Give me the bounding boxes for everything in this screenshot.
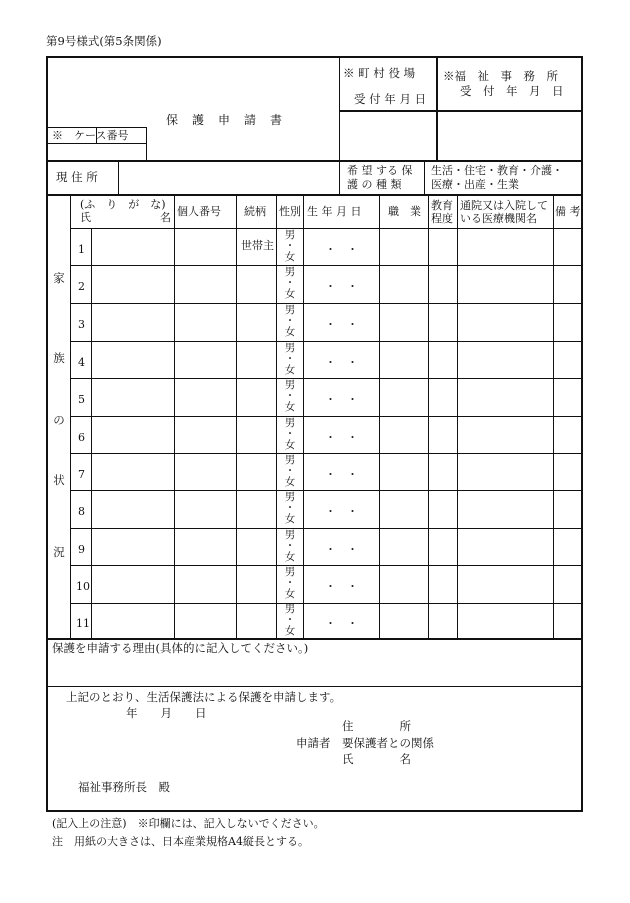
table-row[interactable] — [71, 566, 582, 603]
applicant-name-label: 氏 名 — [342, 752, 411, 766]
protection-types[interactable] — [431, 164, 563, 192]
family-label-char: 況 — [53, 545, 65, 559]
note-2: 注 用紙の大きさは、日本産業規格A4縦長とする。 — [52, 835, 309, 848]
table-row[interactable] — [71, 604, 582, 638]
applicant-relation-label: 要保護者との関係 — [342, 736, 434, 750]
header-relationship: 続柄 — [244, 205, 266, 218]
addressee: 福祉事務所長 殿 — [78, 780, 170, 794]
family-label-char: 状 — [53, 473, 65, 487]
case-number-label: ※ ケース番号 — [52, 129, 129, 142]
row-number: 6 — [78, 431, 85, 444]
row-birthdate: ・ ・ — [325, 393, 358, 406]
header-furigana: (ふ り が な) — [80, 198, 166, 211]
form-title: 保 護 申 請 書 — [166, 113, 284, 127]
row-number: 1 — [78, 243, 85, 256]
row-relationship: 世帯主 — [241, 239, 274, 252]
row-sex: 男 ・ 女 — [284, 379, 296, 413]
row-number: 2 — [78, 280, 85, 293]
case-number-field[interactable] — [96, 128, 146, 143]
row-birthdate: ・ ・ — [325, 318, 358, 331]
protection-types-line-2: 医療・出産・生業 — [431, 178, 519, 191]
header-birthdate: 生 年 月 日 — [307, 205, 362, 218]
town-office-label: ※ 町 村 役 場 — [343, 66, 416, 80]
protection-types-line-1: 生活・住宅・教育・介護・ — [431, 164, 563, 177]
row-number: 4 — [78, 356, 85, 369]
applicant-address-label: 住 所 — [342, 719, 411, 733]
note-1: (記入上の注意) ※印欄には、記入しないでください。 — [52, 817, 325, 830]
header-hospital-1: 通院又は入院して — [460, 199, 548, 212]
row-birthdate: ・ ・ — [325, 580, 358, 593]
table-row[interactable] — [71, 417, 582, 453]
family-label-char: 家 — [53, 271, 65, 285]
row-sex: 男 ・ 女 — [284, 304, 296, 338]
table-row[interactable] — [71, 454, 582, 490]
header-personal-number: 個人番号 — [177, 205, 221, 218]
row-number: 5 — [78, 393, 85, 406]
header-remarks: 備 考 — [555, 205, 581, 218]
header-education — [431, 199, 453, 225]
desired-protection-label — [347, 164, 413, 192]
table-row[interactable] — [71, 304, 582, 341]
welfare-office-received: 受 付 年 月 日 — [460, 84, 564, 98]
row-number: 8 — [78, 505, 85, 518]
row-birthdate: ・ ・ — [325, 243, 358, 256]
family-status-label — [51, 270, 67, 560]
table-row[interactable] — [71, 529, 582, 565]
row-birthdate: ・ ・ — [325, 505, 358, 518]
row-number: 10 — [76, 580, 90, 593]
row-number: 11 — [76, 617, 90, 630]
header-name-right: 名 — [160, 211, 171, 224]
header-education-2: 程度 — [431, 212, 453, 225]
row-birthdate: ・ ・ — [325, 356, 358, 369]
table-row[interactable] — [71, 229, 582, 265]
row-sex: 男 ・ 女 — [284, 454, 296, 488]
welfare-office-label: ※福 祉 事 務 所 — [443, 69, 558, 83]
row-number: 7 — [78, 468, 85, 481]
application-date[interactable]: 年 月 日 — [126, 706, 207, 720]
row-sex: 男 ・ 女 — [284, 342, 296, 376]
table-row[interactable] — [71, 342, 582, 378]
header-hospital — [460, 199, 548, 225]
row-birthdate: ・ ・ — [325, 617, 358, 630]
row-sex: 男 ・ 女 — [284, 491, 296, 525]
desired-protection-label-2: 護 の 種 類 — [347, 178, 402, 191]
header-sex: 性別 — [279, 205, 301, 218]
family-label-char: の — [53, 413, 65, 427]
family-label-char: 族 — [53, 351, 65, 365]
header-name-left: 氏 — [80, 211, 91, 224]
table-row[interactable] — [71, 379, 582, 416]
row-birthdate: ・ ・ — [325, 280, 358, 293]
town-office-received: 受 付 年 月 日 — [354, 92, 427, 106]
table-row[interactable] — [71, 491, 582, 528]
row-number: 3 — [78, 318, 85, 331]
row-sex: 男 ・ 女 — [284, 529, 296, 563]
table-row[interactable] — [71, 266, 582, 303]
form-number: 第9号様式(第5条関係) — [46, 34, 162, 48]
row-sex: 男 ・ 女 — [284, 566, 296, 600]
row-birthdate: ・ ・ — [325, 468, 358, 481]
reason-label: 保護を申請する理由(具体的に記入してください。) — [52, 641, 309, 655]
row-sex: 男 ・ 女 — [284, 603, 296, 637]
address-label: 現 住 所 — [56, 170, 98, 184]
header-occupation: 職 業 — [388, 205, 421, 218]
row-number: 9 — [78, 543, 85, 556]
row-birthdate: ・ ・ — [325, 543, 358, 556]
header-hospital-2: いる医療機関名 — [460, 212, 537, 225]
reason-field[interactable] — [48, 658, 580, 685]
desired-protection-label-1: 希 望 する 保 — [347, 164, 413, 177]
header-education-1: 教育 — [431, 199, 453, 212]
address-field[interactable] — [119, 161, 339, 194]
row-sex: 男 ・ 女 — [284, 417, 296, 451]
declaration-text: 上記のとおり、生活保護法による保護を申請します。 — [66, 690, 342, 704]
row-birthdate: ・ ・ — [325, 431, 358, 444]
row-sex: 男 ・ 女 — [284, 266, 296, 300]
applicant-label: 申請者 — [296, 736, 331, 750]
row-sex: 男 ・ 女 — [284, 229, 296, 263]
